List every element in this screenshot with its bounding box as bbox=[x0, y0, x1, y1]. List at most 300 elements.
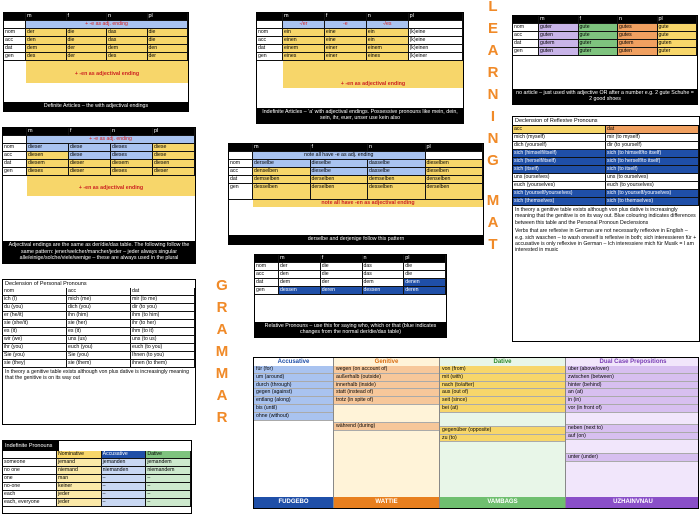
table-cell: diesen bbox=[27, 152, 69, 160]
title-letter: R bbox=[216, 409, 228, 426]
case-label: gen bbox=[229, 184, 253, 200]
adj-ending-note: + -en as adjectival ending bbox=[26, 61, 188, 83]
header-cell: n bbox=[111, 128, 153, 136]
table-cell: – bbox=[102, 499, 147, 507]
table-cell: – bbox=[102, 491, 147, 499]
table-cell: ein bbox=[367, 29, 409, 37]
table-cell: – bbox=[146, 499, 191, 507]
header-cell bbox=[3, 128, 27, 136]
list-item: an (at) bbox=[566, 389, 699, 397]
table-cell: keiner bbox=[57, 483, 102, 491]
table-cell: gutem bbox=[539, 40, 579, 48]
case-label: nom bbox=[257, 29, 283, 37]
table-cell: sie (them) bbox=[67, 360, 131, 368]
derselbe-table bbox=[228, 143, 484, 245]
table-cell: dieser bbox=[69, 168, 111, 176]
table-cell: dich (you) bbox=[67, 304, 131, 312]
table-cell: eines bbox=[367, 53, 409, 61]
section-title: Declension of Reflexive Pronouns bbox=[513, 117, 699, 126]
title-letter: T bbox=[488, 236, 498, 253]
table-cell: guten bbox=[539, 48, 579, 56]
ending-cell: -/es bbox=[367, 21, 409, 29]
header-cell bbox=[513, 16, 539, 24]
title-letter: E bbox=[487, 20, 498, 37]
header-cell: dat bbox=[131, 288, 195, 296]
ending-cell: -/er bbox=[283, 21, 325, 29]
table-cell: der bbox=[279, 263, 321, 271]
table-cell: one bbox=[3, 475, 57, 483]
list-item: ohne (without) bbox=[254, 413, 333, 421]
adj-ending-note: + -en as adjectival ending bbox=[283, 61, 463, 88]
table-cell: mir (to me) bbox=[131, 296, 195, 304]
list-item bbox=[566, 440, 699, 454]
header-cell: n bbox=[368, 144, 426, 152]
table-cell: niemanden bbox=[102, 467, 147, 475]
table-cell: sie (she/it) bbox=[3, 320, 67, 328]
table-cell: einer bbox=[325, 53, 367, 61]
column-title: Genitive bbox=[374, 359, 399, 365]
column-footer: WATTIE bbox=[334, 497, 439, 508]
table-cell: das bbox=[107, 29, 148, 37]
case-label: acc bbox=[257, 37, 283, 45]
header-cell: dat bbox=[606, 126, 699, 134]
header-cell: f bbox=[579, 16, 619, 24]
header-cell: acc bbox=[513, 126, 606, 134]
table-cell: diese bbox=[69, 144, 111, 152]
table-cell: der bbox=[321, 279, 363, 287]
table-cell: des bbox=[107, 53, 148, 61]
table-cell: die bbox=[148, 29, 189, 37]
table-cell: guten bbox=[658, 40, 698, 48]
table-cell: – bbox=[102, 483, 147, 491]
accusative-column bbox=[254, 358, 334, 508]
table-caption: no article – just used with adjective OR after a number e.g. 2 gute Schuhe = 2 good shoes bbox=[513, 89, 697, 104]
table-cell: dem bbox=[279, 279, 321, 287]
dieser-table bbox=[2, 127, 196, 264]
list-item: in (in) bbox=[566, 397, 699, 405]
table-cell: sich (themselves) bbox=[513, 198, 606, 206]
table-cell: deren bbox=[321, 287, 363, 295]
genitive-column bbox=[334, 358, 440, 508]
header-cell: Accusative bbox=[102, 451, 147, 459]
header-cell: n bbox=[107, 13, 148, 21]
table-cell: den bbox=[148, 45, 189, 53]
table-cell: dieselbe bbox=[311, 160, 369, 168]
indefinite-pronouns-table bbox=[2, 440, 192, 514]
adj-ending-note: + -en as adjectival ending bbox=[27, 176, 195, 196]
header-cell bbox=[229, 144, 253, 152]
list-item: von (from) bbox=[440, 366, 565, 374]
personal-note: In theory a genitive table exists although von plus dative is increasingly meaning that the genitive is on its way out bbox=[5, 369, 189, 382]
header-cell: m bbox=[283, 13, 325, 21]
table-cell: gutes bbox=[618, 32, 658, 40]
table-cell: niemand bbox=[57, 467, 102, 475]
list-item: seit (since) bbox=[440, 397, 565, 405]
table-cell: derselben bbox=[311, 184, 369, 200]
table-cell: die bbox=[67, 29, 108, 37]
table-cell: denselben bbox=[253, 168, 311, 176]
table-cell: diese bbox=[69, 152, 111, 160]
table-cell: diesem bbox=[27, 160, 69, 168]
table-cell: dasselbe bbox=[368, 168, 426, 176]
list-item: bis (until) bbox=[254, 405, 333, 413]
dual-case-column bbox=[566, 358, 699, 508]
table-cell: denen bbox=[404, 279, 446, 287]
table-caption: derselbe and derjenige follow this pattern bbox=[229, 235, 483, 244]
case-label: nom bbox=[4, 29, 26, 37]
table-cell: deren bbox=[404, 287, 446, 295]
title-letter: G bbox=[487, 152, 499, 169]
header-cell: pl bbox=[409, 13, 463, 21]
section-title: Declension of Personal Pronouns bbox=[5, 281, 87, 287]
dative-column bbox=[440, 358, 566, 508]
table-cell: es (it) bbox=[3, 328, 67, 336]
list-item: über (above/over) bbox=[566, 366, 699, 374]
adj-ending-note: + -e as adj. ending bbox=[26, 21, 188, 29]
header-cell: nom bbox=[3, 288, 67, 296]
table-cell: desselben bbox=[368, 184, 426, 200]
table-cell: die bbox=[67, 37, 108, 45]
table-cell: dieselben bbox=[426, 160, 484, 168]
header-cell: Dative bbox=[146, 451, 191, 459]
case-label: gen bbox=[3, 168, 27, 176]
case-label: nom bbox=[255, 263, 279, 271]
list-item bbox=[566, 413, 699, 425]
table-cell: dem bbox=[26, 45, 67, 53]
case-label: dat bbox=[257, 45, 283, 53]
table-cell: Sie (you) bbox=[3, 352, 67, 360]
title-letter: L bbox=[488, 0, 498, 15]
table-cell: (k)einer bbox=[409, 53, 463, 61]
title-letter bbox=[484, 172, 502, 190]
list-item: durch (through) bbox=[254, 382, 333, 390]
table-cell: ihm (to it) bbox=[131, 328, 195, 336]
table-cell: der bbox=[26, 29, 67, 37]
title-letter: M bbox=[215, 365, 229, 382]
table-cell: guter bbox=[579, 40, 619, 48]
table-cell: dir (to yourself) bbox=[606, 142, 699, 150]
no-article-table bbox=[512, 15, 698, 105]
case-label: dat bbox=[229, 176, 253, 184]
table-cell: no-one bbox=[3, 483, 57, 491]
table-cell: no one bbox=[3, 467, 57, 475]
title-letter: R bbox=[216, 299, 228, 316]
table-cell: derselben bbox=[311, 176, 369, 184]
table-cell: einem bbox=[367, 45, 409, 53]
case-label: gen bbox=[257, 53, 283, 61]
table-cell: jemand bbox=[57, 459, 102, 467]
table-cell: gutem bbox=[618, 40, 658, 48]
table-cell: each, everyone bbox=[3, 499, 57, 507]
table-cell: man bbox=[57, 475, 102, 483]
case-label: gen bbox=[4, 53, 26, 61]
table-cell: Sie (you) bbox=[67, 352, 131, 360]
table-cell: denselben bbox=[426, 176, 484, 184]
table-cell: ihr (to her) bbox=[131, 320, 195, 328]
table-cell: guter bbox=[579, 48, 619, 56]
case-label: gen bbox=[255, 287, 279, 295]
column-title: Accusative bbox=[277, 359, 310, 365]
table-cell: eine bbox=[325, 29, 367, 37]
table-cell: sich (himself/itself) bbox=[513, 150, 606, 158]
table-cell: guter bbox=[539, 24, 579, 32]
table-cell: gute bbox=[658, 32, 698, 40]
table-cell: euch (you) bbox=[67, 344, 131, 352]
table-cell: wir (we) bbox=[3, 336, 67, 344]
case-label: dat bbox=[255, 279, 279, 287]
table-cell: guten bbox=[539, 32, 579, 40]
list-item: zu (to) bbox=[440, 435, 565, 443]
list-item: innerhalb (inside) bbox=[334, 382, 439, 390]
table-cell: jemanden bbox=[102, 459, 147, 467]
table-cell: – bbox=[146, 483, 191, 491]
table-cell: ihr (you) bbox=[3, 344, 67, 352]
header-cell: pl bbox=[426, 144, 484, 152]
indefinite-articles-table bbox=[256, 12, 464, 124]
table-cell: ein bbox=[283, 29, 325, 37]
table-cell: – bbox=[146, 475, 191, 483]
column-footer: UZHAINVNAU bbox=[566, 497, 699, 508]
table-cell: uns (ourselves) bbox=[513, 174, 606, 182]
table-cell: einem bbox=[283, 45, 325, 53]
table-cell: desselben bbox=[253, 184, 311, 200]
table-cell: eines bbox=[283, 53, 325, 61]
table-cell: dieser bbox=[69, 160, 111, 168]
table-cell: die bbox=[404, 263, 446, 271]
table-cell: euch (to you) bbox=[131, 344, 195, 352]
column-footer: FUDGEBO bbox=[254, 497, 333, 508]
table-cell: dem bbox=[107, 45, 148, 53]
table-caption: Indefinite Articles – 'a' with adjectival endings. Possessive pronouns like mein, dein, sein, ihr, euer, unser use kein also bbox=[257, 108, 463, 123]
table-cell: der bbox=[67, 45, 108, 53]
table-cell: (k)einen bbox=[409, 45, 463, 53]
table-cell: du (you) bbox=[3, 304, 67, 312]
table-caption: Relative Pronouns – use this for saying who, which or that (blue indicates changes from the normal der/die/das table) bbox=[255, 322, 446, 337]
table-cell: diese bbox=[153, 144, 195, 152]
table-cell: demselben bbox=[253, 176, 311, 184]
table-cell: eine bbox=[325, 37, 367, 45]
title-letter: M bbox=[486, 192, 500, 209]
list-item: neben (next to) bbox=[566, 425, 699, 433]
case-label: acc bbox=[3, 152, 27, 160]
table-cell: sich (to herself/to itself) bbox=[606, 158, 699, 166]
header-cell: Nominative bbox=[57, 451, 102, 459]
column-title: Dative bbox=[493, 359, 512, 365]
table-cell: jeder bbox=[57, 499, 102, 507]
table-cell: dessen bbox=[363, 287, 405, 295]
table-cell: es (it) bbox=[67, 328, 131, 336]
table-cell: dasselbe bbox=[368, 160, 426, 168]
table-caption: Adjectival endings are the same as der/die/das table. The following follow the same pattern: jener/welcher/mancher/jeder – jeder always singular alle/einige/solche/viele/wenige – these are always used in the plural bbox=[3, 241, 195, 263]
table-cell: dieses bbox=[111, 168, 153, 176]
list-item: gegenüber (opposite) bbox=[440, 427, 565, 435]
table-cell: ihn (him) bbox=[67, 312, 131, 320]
table-cell: sich (to yourself/yourselves) bbox=[606, 190, 699, 198]
table-cell: dieses bbox=[27, 168, 69, 176]
list-item: statt (instead of) bbox=[334, 389, 439, 397]
header-cell: m bbox=[27, 128, 69, 136]
grammar-title bbox=[213, 275, 231, 429]
list-item: mit (with) bbox=[440, 374, 565, 382]
header-cell: m bbox=[253, 144, 311, 152]
list-item bbox=[334, 405, 439, 423]
column-title: Dual Case Prepositions bbox=[599, 359, 667, 365]
table-cell: jeder bbox=[57, 491, 102, 499]
table-cell: sich (itself) bbox=[513, 166, 606, 174]
ending-cell: -e bbox=[325, 21, 367, 29]
reflexive-note: In theory a genitive table exists although von plus dative is increasingly meaning that the genitive is on its way out. Blue colouring indicates differences between this table and the Personal Pronoun Declensions bbox=[515, 207, 696, 226]
table-cell: guten bbox=[618, 48, 658, 56]
table-cell: diese bbox=[153, 152, 195, 160]
table-cell: sich (herself/itself) bbox=[513, 158, 606, 166]
header-cell bbox=[4, 13, 26, 21]
list-item: trotz (in spite of) bbox=[334, 397, 439, 405]
table-cell: dieses bbox=[111, 144, 153, 152]
table-cell: dieser bbox=[153, 168, 195, 176]
table-cell: niemandem bbox=[146, 467, 191, 475]
header-cell: pl bbox=[658, 16, 698, 24]
table-cell: (k)eine bbox=[409, 37, 463, 45]
header-cell bbox=[255, 255, 279, 263]
header-cell: f bbox=[325, 13, 367, 21]
section-title: Indefinite Pronouns bbox=[3, 441, 59, 451]
title-letter: A bbox=[216, 321, 228, 338]
table-cell: uns (to us) bbox=[131, 336, 195, 344]
list-item: für (for) bbox=[254, 366, 333, 374]
table-cell: den bbox=[26, 37, 67, 45]
table-cell: euch (to yourselves) bbox=[606, 182, 699, 190]
header-cell bbox=[257, 13, 283, 21]
title-letter: I bbox=[490, 108, 496, 125]
case-label: dat bbox=[3, 160, 27, 168]
header-cell: f bbox=[67, 13, 108, 21]
table-cell: dich (yourself) bbox=[513, 142, 606, 150]
table-cell: gute bbox=[579, 32, 619, 40]
case-label: acc bbox=[513, 32, 539, 40]
table-cell: euch (yourselves) bbox=[513, 182, 606, 190]
title-letter: M bbox=[215, 343, 229, 360]
case-label: gen bbox=[513, 48, 539, 56]
table-cell: sich (to themselves) bbox=[606, 198, 699, 206]
relative-pronouns-table bbox=[254, 254, 447, 338]
title-letter: A bbox=[487, 42, 499, 59]
reflexive-pronouns-table bbox=[512, 116, 700, 342]
table-cell: sie (they) bbox=[3, 360, 67, 368]
table-caption: Definite Articles – the with adjectival endings bbox=[4, 102, 188, 111]
table-cell: er (he/it) bbox=[3, 312, 67, 320]
case-label: dat bbox=[4, 45, 26, 53]
table-cell: diesem bbox=[111, 160, 153, 168]
table-cell: das bbox=[363, 271, 405, 279]
table-cell: die bbox=[321, 263, 363, 271]
table-cell: einer bbox=[325, 45, 367, 53]
title-letter: A bbox=[216, 387, 228, 404]
case-label: nom bbox=[3, 144, 27, 152]
table-cell: guter bbox=[658, 48, 698, 56]
table-cell: mich (me) bbox=[67, 296, 131, 304]
header-cell: m bbox=[539, 16, 579, 24]
list-item: bei (at) bbox=[440, 405, 565, 413]
table-cell: – bbox=[102, 475, 147, 483]
table-cell: gutes bbox=[618, 24, 658, 32]
case-label: acc bbox=[255, 271, 279, 279]
table-cell: uns (us) bbox=[67, 336, 131, 344]
table-cell: Ihnen (to you) bbox=[131, 352, 195, 360]
title-letter: R bbox=[487, 64, 499, 81]
list-item bbox=[440, 413, 565, 427]
table-cell: sich (to himself/to itself) bbox=[606, 150, 699, 158]
title-letter: N bbox=[487, 86, 499, 103]
column-footer: VAMBAGS bbox=[440, 497, 565, 508]
table-cell: das bbox=[107, 37, 148, 45]
table-cell: sich (to itself) bbox=[606, 166, 699, 174]
title-letter: A bbox=[487, 214, 499, 231]
list-item: wegen (on account of) bbox=[334, 366, 439, 374]
list-item: entlang (along) bbox=[254, 397, 333, 405]
table-cell: (k)eine bbox=[409, 29, 463, 37]
table-cell: dieser bbox=[27, 144, 69, 152]
list-item: gegen (against) bbox=[254, 389, 333, 397]
prepositions-table bbox=[253, 357, 699, 509]
list-item: während (during) bbox=[334, 423, 439, 431]
adj-ending-note: note all have -e as adj. ending bbox=[253, 152, 426, 160]
table-cell: die bbox=[148, 37, 189, 45]
header-cell: f bbox=[69, 128, 111, 136]
adj-ending-note: note all have -en as adjectival ending bbox=[253, 200, 483, 207]
table-cell: die bbox=[404, 271, 446, 279]
header-cell: acc bbox=[67, 288, 131, 296]
list-item: aus (out of) bbox=[440, 389, 565, 397]
header-cell: n bbox=[618, 16, 658, 24]
table-cell: das bbox=[363, 263, 405, 271]
list-item: außerhalb (outside) bbox=[334, 374, 439, 382]
title-letter: N bbox=[487, 130, 499, 147]
reflexive-note: Verbs that are reflexive in German are not necessarily reflexive in English – e.g. sich waschen – to wash oneself is reflexive in both; sich interessieren für + accusative is only reflexive in German – Ich interessiere mich für Musik = I am interested in music bbox=[515, 228, 697, 254]
header-cell: pl bbox=[153, 128, 195, 136]
list-item: nach (to/after) bbox=[440, 382, 565, 390]
case-label: acc bbox=[4, 37, 26, 45]
personal-pronouns-table bbox=[2, 279, 196, 425]
table-cell: someone bbox=[3, 459, 57, 467]
list-item: vor (in front of) bbox=[566, 405, 699, 413]
table-cell: ihnen (to them) bbox=[131, 360, 195, 368]
definite-articles-table bbox=[3, 12, 189, 112]
table-cell: gute bbox=[658, 24, 698, 32]
list-item: unter (under) bbox=[566, 454, 699, 462]
header-cell: n bbox=[363, 255, 405, 263]
table-cell: dem bbox=[363, 279, 405, 287]
table-cell: uns (to ourselves) bbox=[606, 174, 699, 182]
header-cell: n bbox=[367, 13, 409, 21]
table-cell: – bbox=[146, 491, 191, 499]
table-cell: each bbox=[3, 491, 57, 499]
list-item: auf (on) bbox=[566, 433, 699, 441]
header-cell: f bbox=[311, 144, 369, 152]
learning-mat-title bbox=[484, 0, 502, 256]
header-cell: pl bbox=[148, 13, 189, 21]
case-label: acc bbox=[229, 168, 253, 176]
table-cell: der bbox=[67, 53, 108, 61]
table-cell: den bbox=[279, 271, 321, 279]
table-cell: ich (I) bbox=[3, 296, 67, 304]
table-cell: gute bbox=[579, 24, 619, 32]
table-cell: derselbe bbox=[253, 160, 311, 168]
header-cell: pl bbox=[404, 255, 446, 263]
header-cell: m bbox=[26, 13, 67, 21]
table-cell: ein bbox=[367, 37, 409, 45]
table-cell: demselben bbox=[368, 176, 426, 184]
table-cell: diesen bbox=[153, 160, 195, 168]
